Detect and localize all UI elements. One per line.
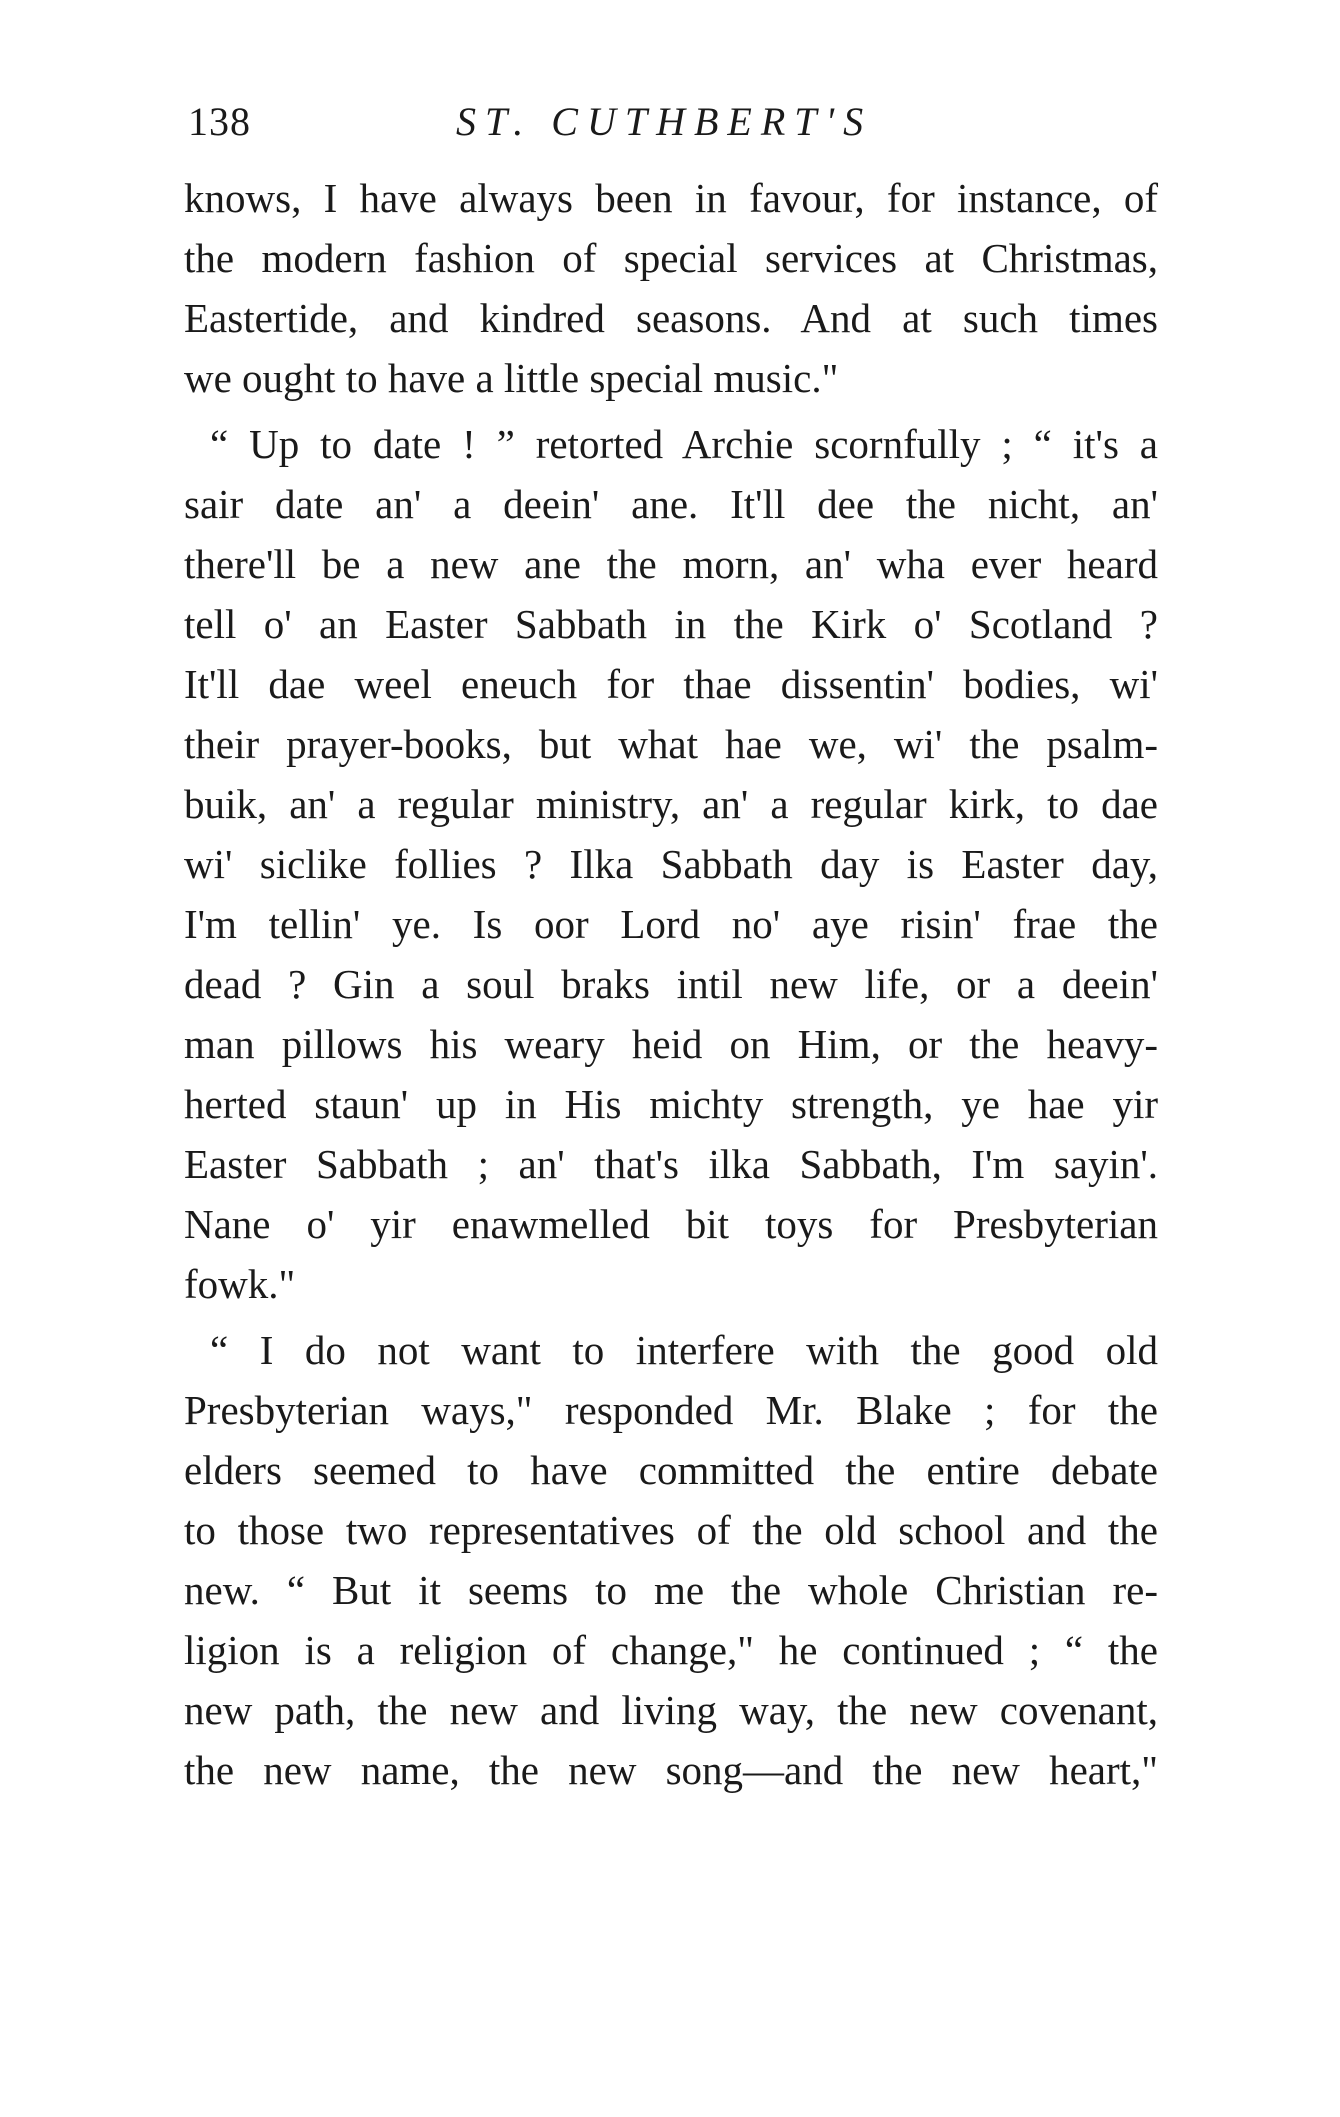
text-line: man pillows his weary heid on Him, or the heavy- xyxy=(184,1021,1158,1067)
text-line: herted staun' up in His michty strength, ye hae yir xyxy=(184,1081,1158,1127)
text-line: new. “ But it seems to me the whole Christian re- xyxy=(184,1567,1158,1613)
text-line: wi' siclike follies ? Ilka Sabbath day is Easter day, xyxy=(184,841,1158,887)
text-line: we ought to have a little special music." xyxy=(184,355,839,401)
paragraph-3 xyxy=(184,1320,1158,1800)
text-line: ligion is a religion of change," he continued ; “ the xyxy=(184,1627,1158,1673)
text-line: the modern fashion of special services at Christmas, xyxy=(184,235,1158,281)
text-line: to those two representatives of the old school and the xyxy=(184,1507,1158,1553)
page-number: 138 xyxy=(188,99,251,144)
text-line: fowk." xyxy=(184,1261,296,1307)
running-head xyxy=(188,92,1158,152)
text-line: sair date an' a deein' ane. It'll dee the nicht, an' xyxy=(184,481,1158,527)
text-line: “ I do not want to interfere with the good old xyxy=(210,1327,1158,1373)
text-line: new path, the new and living way, the new covenant, xyxy=(184,1687,1158,1733)
text-line: tell o' an Easter Sabbath in the Kirk o' Scotland ? xyxy=(184,601,1158,647)
text-line: the new name, the new song—and the new heart," xyxy=(184,1747,1158,1793)
running-title: ST. CUTHBERT'S xyxy=(456,99,873,144)
text-line: buik, an' a regular ministry, an' a regular kirk, to dae xyxy=(184,781,1158,827)
body-text xyxy=(184,168,1158,1800)
text-line: dead ? Gin a soul braks intil new life, or a deein' xyxy=(184,961,1158,1007)
text-line: elders seemed to have committed the entire debate xyxy=(184,1447,1158,1493)
text-line: It'll dae weel eneuch for thae dissentin' bodies, wi' xyxy=(184,661,1158,707)
text-line: Eastertide, and kindred seasons. And at such times xyxy=(184,295,1158,341)
paragraph-2 xyxy=(184,414,1158,1314)
text-line: “ Up to date ! ” retorted Archie scornfully ; “ it's a xyxy=(210,421,1158,467)
text-line: I'm tellin' ye. Is oor Lord no' aye risin' frae the xyxy=(184,901,1158,947)
text-line: there'll be a new ane the morn, an' wha ever heard xyxy=(184,541,1158,587)
text-line: their prayer-books, but what hae we, wi' the psalm- xyxy=(184,721,1158,767)
text-line: knows, I have always been in favour, for instance, of xyxy=(184,175,1158,221)
text-line: Easter Sabbath ; an' that's ilka Sabbath, I'm sayin'. xyxy=(184,1141,1158,1187)
text-line: Nane o' yir enawmelled bit toys for Presbyterian xyxy=(184,1201,1158,1247)
text-line: Presbyterian ways," responded Mr. Blake ; for the xyxy=(184,1387,1158,1433)
paragraph-1 xyxy=(184,168,1158,408)
